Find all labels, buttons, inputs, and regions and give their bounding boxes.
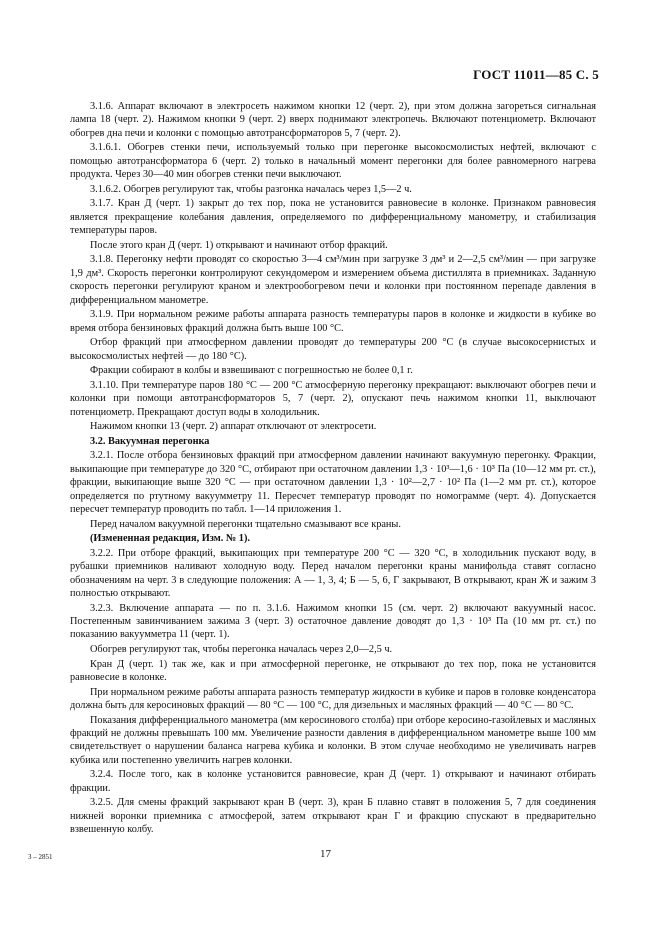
amendment-note: (Измененная редакция, Изм. № 1). — [90, 533, 250, 545]
paragraph: После этого кран Д (черт. 1) открывают и начинают отбор фракций. — [90, 239, 388, 251]
paragraph: 3.1.7. Кран Д (черт. 1) закрыт до тех пор, пока не установится равновесие в колонке. Признаком равновесия является прекращение колебания давления, определяемого по дифференциальному манометру, и стабилизация температуры паров. — [70, 198, 596, 237]
paragraph: При нормальном режиме работы аппарата разность температур жидкости в кубике и паров в головке конденсатора должна быть для керосиновых фракций — 80 °С — 100 °С, для дизельных и масляных фракций — 40 °С — 80 °С. — [70, 686, 596, 712]
paragraph: Отбор фракций при атмосферном давлении проводят до температуры 200 °С (в случае высокосернистых и высокосмолистых нефтей — до 180 °С). — [70, 337, 596, 362]
print-code: 3 – 2851 — [28, 853, 53, 861]
paragraph: 3.1.9. При нормальном режиме работы аппарата разность температуры паров в колонке и жидкости в кубике во время отбора бензиновых фракций должна быть выше 100 °С. — [70, 309, 596, 334]
paragraph: Перед началом вакуумной перегонки тщательно смазывают все краны. — [90, 518, 401, 530]
paragraph: 3.1.6.1. Обогрев стенки печи, используемый только при перегонке высокосмолистых нефтей, включают с помощью автотрансформатора 6 (черт. 2) только в начальный момент перегонки для более равномерного нагрева продукта. Через 30—40 мин обогрев стенки печи выключают. — [70, 142, 596, 181]
paragraph: 3.2.2. При отборе фракций, выкипающих при температуре 200 °С — 320 °С, в холодильник пускают воду, в рубашки приемников наливают холодную воду. Перед началом перегонки краны манифольда ставят согласно обозначениям на черт. 3 в следующие положения: А — 1, 3, 4; Б — 5, 6, Г закрывают, В открывают, кран Ж и зажим З полностью открывают. — [70, 547, 596, 600]
paragraph: Кран Д (черт. 1) так же, как и при атмосферной перегонке, не открывают до тех пор, пока не установится равновесие в колонке. — [70, 658, 596, 684]
body-text — [70, 100, 596, 838]
paragraph: Нажимом кнопки 13 (черт. 2) аппарат отключают от электросети. — [90, 421, 377, 433]
paragraph: 3.2.1. После отбора бензиновых фракций при атмосферном давлении начинают вакуумную перегонку. Фракции, выкипающие при температуре до 320 °С, отбирают при остаточном давлении 1,3 · 10³—1,6 · 10³ Па (10—12 мм рт. ст.), фракции, выкипающие выше 320 °С — при остаточном давлении 1,3 · 10²—2,7 · 10² Па (1—2 мм рт. ст.), которое определяется по ртутному вакуумметру 11. Пересчет температур проводят по номограмме (черт. 4). Допускается пересчет температур проводить по табл. 1—14 приложения 1. — [70, 450, 596, 516]
paragraph: Обогрев регулируют так, чтобы перегонка началась через 2,0—2,5 ч. — [90, 644, 393, 656]
paragraph: 3.1.6. Аппарат включают в электросеть нажимом кнопки 12 (черт. 2), при этом должна загореться сигнальная лампа 18 (черт. 2). Нажимом кнопки 9 (черт. 2) вверх поднимают электропечь. Включают потенциометр. Включают обогрев дна печи и колонки с помощью автотрансформаторов 5, 7 (черт. 2). — [70, 101, 596, 139]
page-number: 17 — [320, 848, 331, 860]
section-heading: 3.2. Вакуумная перегонка — [90, 435, 210, 447]
paragraph: 3.2.4. После того, как в колонке установится равновесие, кран Д (черт. 1) открывают и начинают отбирать фракции. — [70, 769, 596, 794]
paragraph: 3.2.5. Для смены фракций закрывают кран В (черт. 3), кран Б плавно ставят в положения 5, 7 для соединения нижней воронки приемника с атмосферой, затем открывают кран Г и фракцию спускают в предварительно взвешенную колбу. — [70, 797, 596, 836]
paragraph: 3.2.3. Включение аппарата — по п. 3.1.6. Нажимом кнопки 15 (см. черт. 2) включают вакуумный насос. Постепенным завинчиванием зажима З (черт. 3) остаточное давление доводят до 1,3 · 10³ Па (10 мм рт. ст.) по показанию вакуумметра 11 (черт. 1). — [70, 602, 596, 641]
document-header: ГОСТ 11011—85 С. 5 — [473, 67, 599, 82]
paragraph: Показания дифференциального манометра (мм керосинового столба) при отборе керосино-газойлевых и масляных фракций не должны превышать 100 мм. Увеличение разности давления в дифференциальном манометре выше 100 мм свидетельствует о нарушении баланса нагрева кубика и колонки. В этом случае необходимо не увеличивать нагрев кубика или постепенно увеличить нагрев колонки. — [70, 714, 596, 766]
paragraph: Фракции собирают в колбы и взвешивают с погрешностью не более 0,1 г. — [90, 365, 413, 377]
paragraph: 3.1.6.2. Обогрев регулируют так, чтобы разгонка началась через 1,5—2 ч. — [90, 183, 412, 195]
paragraph: 3.1.10. При температуре паров 180 °С — 200 °С атмосферную перегонку прекращают: выключают обогрев печи и колонки при помощи автотрансформаторов 5, 7 (черт. 2), опускают печь нажимом кнопки 11, выключают потенциометр. Прекращают доступ воды в холодильник. — [70, 379, 596, 418]
paragraph: 3.1.8. Перегонку нефти проводят со скоростью 3—4 см³/мин при загрузке 3 дм³ и 2—2,5 см³/мин — при загрузке 1,9 дм³. Скорость перегонки контролируют секундомером и измерением объема дистиллята в приемниках. Заданную скорость перегонки регулируют краном и электрообогревом печи и колонки при постоянном перепаде давления в дифференциальном манометре. — [70, 254, 596, 306]
